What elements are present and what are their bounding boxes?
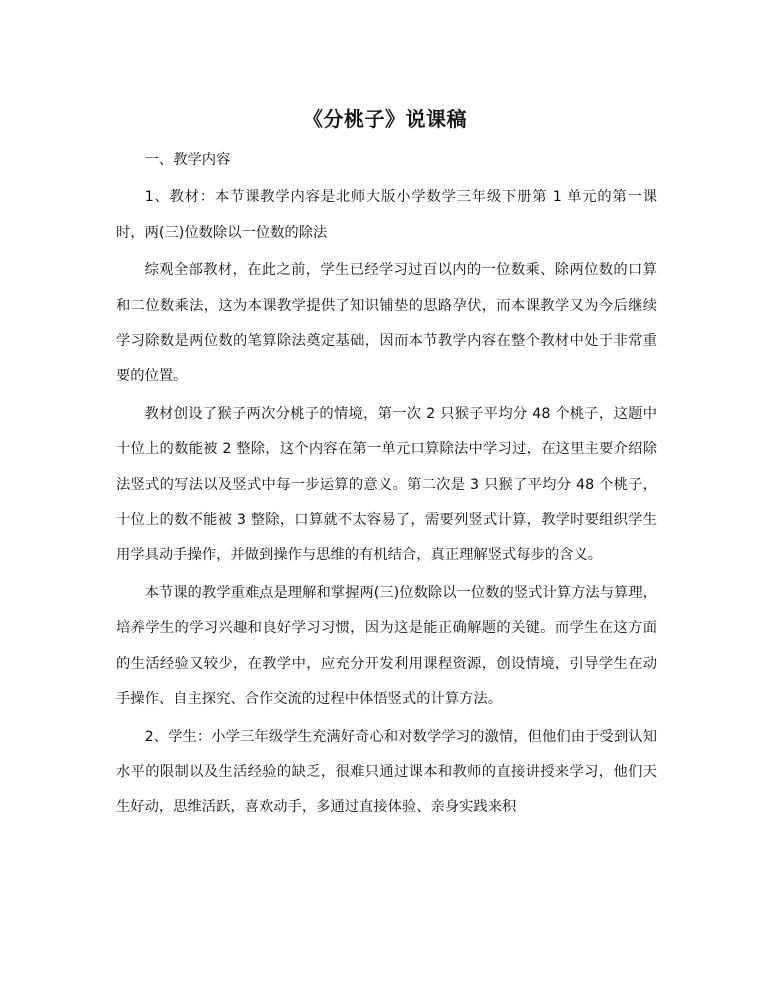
paragraph-scenario: 教材创设了猴子两次分桃子的情境，第一次 2 只猴子平均分 48 个桃子，这题中十位上的数能被 2 整除，这个内容在第一单元口算除法中学习过，在这里主要介绍除法竖式的写法以及竖式中每一步运算的意义。第二次是 3 只猴了平均分 48 个桃子，十位上的数不能被 3 整除，口算就不太容易了，需要列竖式计算，教学时要组织学生用学具动手操作，并做到操作与思维的有机结合，真正理解竖式每步的含义。 xyxy=(116,405,657,564)
paragraph-key-points: 本节课的教学重难点是理解和掌握两(三)位数除以一位数的竖式计算方法与算理，培养学生的学习兴趣和良好学习习惯，因为这是能正确解题的关键。而学生在这方面的生活经验又较少，在教学中，应充分开发利用课程资源，创设情境，引导学生在动手操作、自主探究、合作交流的过程中体悟竖式的计算方法。 xyxy=(116,584,657,708)
document-body xyxy=(116,143,657,826)
paragraph-textbook: 1、教材：本节课教学内容是北师大版小学数学三年级下册第 1 单元的第一课时，两(三)位数除以一位数的除法 xyxy=(116,189,657,241)
paragraph-overview: 综观全部教材，在此之前，学生已经学习过百以内的一位数乘、除两位数的口算和二位数乘法，这为本课教学提供了知识铺垫的思路孕伏，而本课教学又为今后继续学习除数是两位数的笔算除法奠定基础，因而本节教学内容在整个教材中处于非常重要的位置。 xyxy=(116,262,657,385)
document-title: 《分桃子》说课稿 xyxy=(303,107,467,131)
section-heading-teaching-content: 一、教学内容 xyxy=(144,152,231,168)
paragraph-students: 2、学生：小学三年级学生充满好奇心和对数学学习的激情，但他们由于受到认知水平的限制以及生活经验的缺乏，很难只通过课本和教师的直接讲授来学习，他们天生好动，思维活跃，喜欢动手，多通过直接体验、亲身实践来积 xyxy=(116,728,657,816)
